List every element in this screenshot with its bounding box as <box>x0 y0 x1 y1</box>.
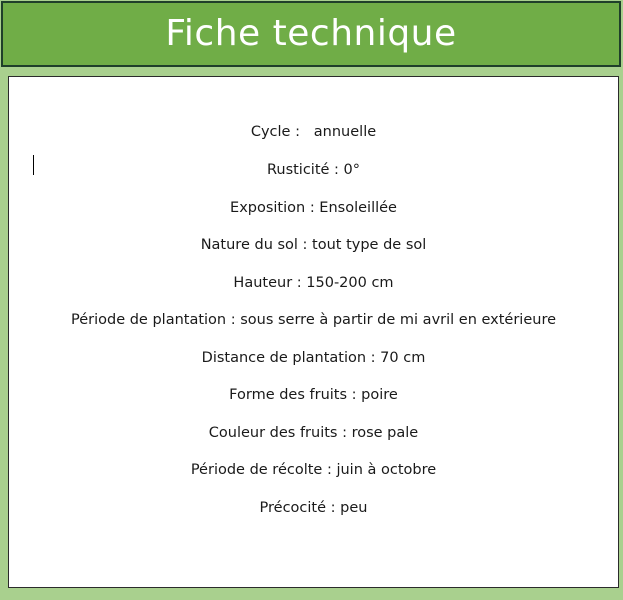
field-rusticite: Rusticité : 0° <box>266 162 361 178</box>
spec-sheet-textbox[interactable] <box>8 76 619 588</box>
field-periode-plantation: Période de plantation : sous serre à partir de mi avril en extérieure <box>70 312 557 328</box>
field-couleur-fruits: Couleur des fruits : rose pale <box>208 425 419 441</box>
field-nature-du-sol: Nature du sol : tout type de sol <box>200 237 427 253</box>
field-forme-fruits: Forme des fruits : poire <box>229 387 398 403</box>
field-distance-plantation: Distance de plantation : 70 cm <box>201 350 426 366</box>
field-precocite: Précocité : peu <box>259 500 368 516</box>
page-title: Fiche technique <box>165 12 457 54</box>
field-cycle: Cycle : annuelle <box>250 124 377 140</box>
field-exposition: Exposition : Ensoleillée <box>230 200 397 216</box>
field-hauteur: Hauteur : 150-200 cm <box>233 275 394 291</box>
field-periode-recolte: Période de récolte : juin à octobre <box>190 462 437 478</box>
title-banner <box>1 1 621 67</box>
